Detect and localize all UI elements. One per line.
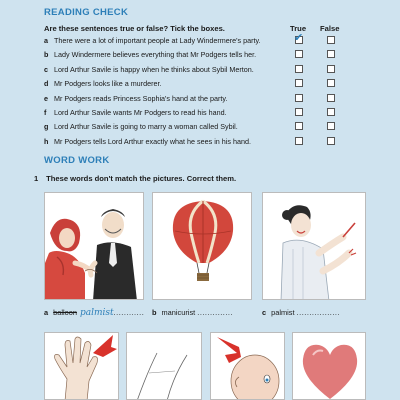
sketch-illustration (126, 332, 202, 400)
statement-letter: g (44, 122, 49, 132)
crossed-out-word: balloon (53, 308, 77, 317)
label-letter: a (44, 308, 49, 317)
statement-text: Lord Arthur Savile wants Mr Podgers to read his hand. (54, 107, 227, 117)
statement-letter: h (44, 136, 49, 146)
false-checkbox[interactable] (327, 36, 335, 44)
false-column-header: False (320, 24, 340, 33)
true-checkbox[interactable] (295, 65, 303, 73)
label-letter: c (262, 308, 267, 317)
statement-letter: c (44, 64, 48, 74)
answer-label-a (44, 308, 144, 318)
statement-letter: d (44, 79, 49, 89)
statement-text: Mr Podgers reads Princess Sophia's hand at the party. (54, 93, 228, 103)
hand-with-arrow-illustration (44, 332, 119, 400)
answer-label-c (262, 308, 340, 317)
statement-row (44, 94, 364, 108)
false-checkbox[interactable] (327, 65, 335, 73)
label-letter: b (152, 308, 157, 317)
statement-letter: a (44, 36, 48, 45)
word-work-title: WORD WORK (44, 155, 110, 166)
statement-text: Lord Arthur Savile is going to marry a woman called Sybil. (54, 122, 238, 132)
statement-row (44, 108, 364, 122)
true-column-header: True (290, 24, 307, 33)
statement-row (44, 50, 364, 64)
reading-check-title: READING CHECK (44, 7, 129, 18)
tick-mark-icon: ✔ (294, 32, 304, 44)
statement-row (44, 122, 364, 136)
label-word: palmist (271, 308, 295, 317)
false-checkbox[interactable] (327, 50, 335, 58)
true-checkbox[interactable] (295, 50, 303, 58)
statement-row (44, 32, 364, 50)
statement-letter: b (44, 50, 49, 60)
answer-label-b (152, 308, 233, 317)
true-checkbox[interactable] (295, 108, 303, 116)
answer-blank[interactable]: ................. (296, 308, 341, 317)
false-checkbox[interactable] (327, 122, 335, 130)
reading-check-instruction: Are these sentences true or false? Tick the boxes. (44, 24, 225, 33)
hot-air-balloon-illustration (152, 192, 252, 300)
manicurist-illustration (262, 192, 366, 300)
statement-letter: e (44, 93, 48, 103)
statement-row (44, 65, 364, 79)
statement-text: Lady Windermere believes everything that Mr Podgers tells her. (54, 50, 257, 60)
statement-row (44, 79, 364, 93)
false-checkbox[interactable] (327, 94, 335, 102)
false-checkbox[interactable] (327, 137, 335, 145)
statement-text: Mr Podgers tells Lord Arthur exactly what he sees in his hand. (54, 136, 251, 146)
statement-list (44, 32, 364, 151)
statement-text: There were a lot of important people at Lady Windermere's party. (54, 36, 261, 45)
answer-blank[interactable]: .............. (197, 308, 234, 317)
statement-row (44, 137, 364, 151)
handwritten-answer[interactable]: palmist (79, 308, 114, 318)
statement-text: Mr Podgers looks like a murderer. (54, 79, 162, 89)
task-instruction (34, 174, 236, 183)
true-checkbox[interactable] (295, 137, 303, 145)
false-checkbox[interactable] (327, 79, 335, 87)
palmist-illustration (44, 192, 144, 300)
head-with-arrow-illustration (210, 332, 285, 400)
false-checkbox[interactable] (327, 108, 335, 116)
heart-illustration (292, 332, 366, 400)
statement-letter: f (44, 107, 47, 117)
statement-text: Lord Arthur Savile is happy when he thinks about Sybil Merton. (54, 64, 254, 74)
task-text: These words don't match the pictures. Correct them. (46, 174, 237, 183)
true-checkbox[interactable] (295, 122, 303, 130)
label-word: manicurist (161, 308, 196, 317)
true-checkbox[interactable] (295, 79, 303, 87)
task-number: 1 (34, 174, 39, 183)
answer-blank[interactable]: ............ (113, 308, 145, 317)
true-checkbox[interactable] (295, 94, 303, 102)
